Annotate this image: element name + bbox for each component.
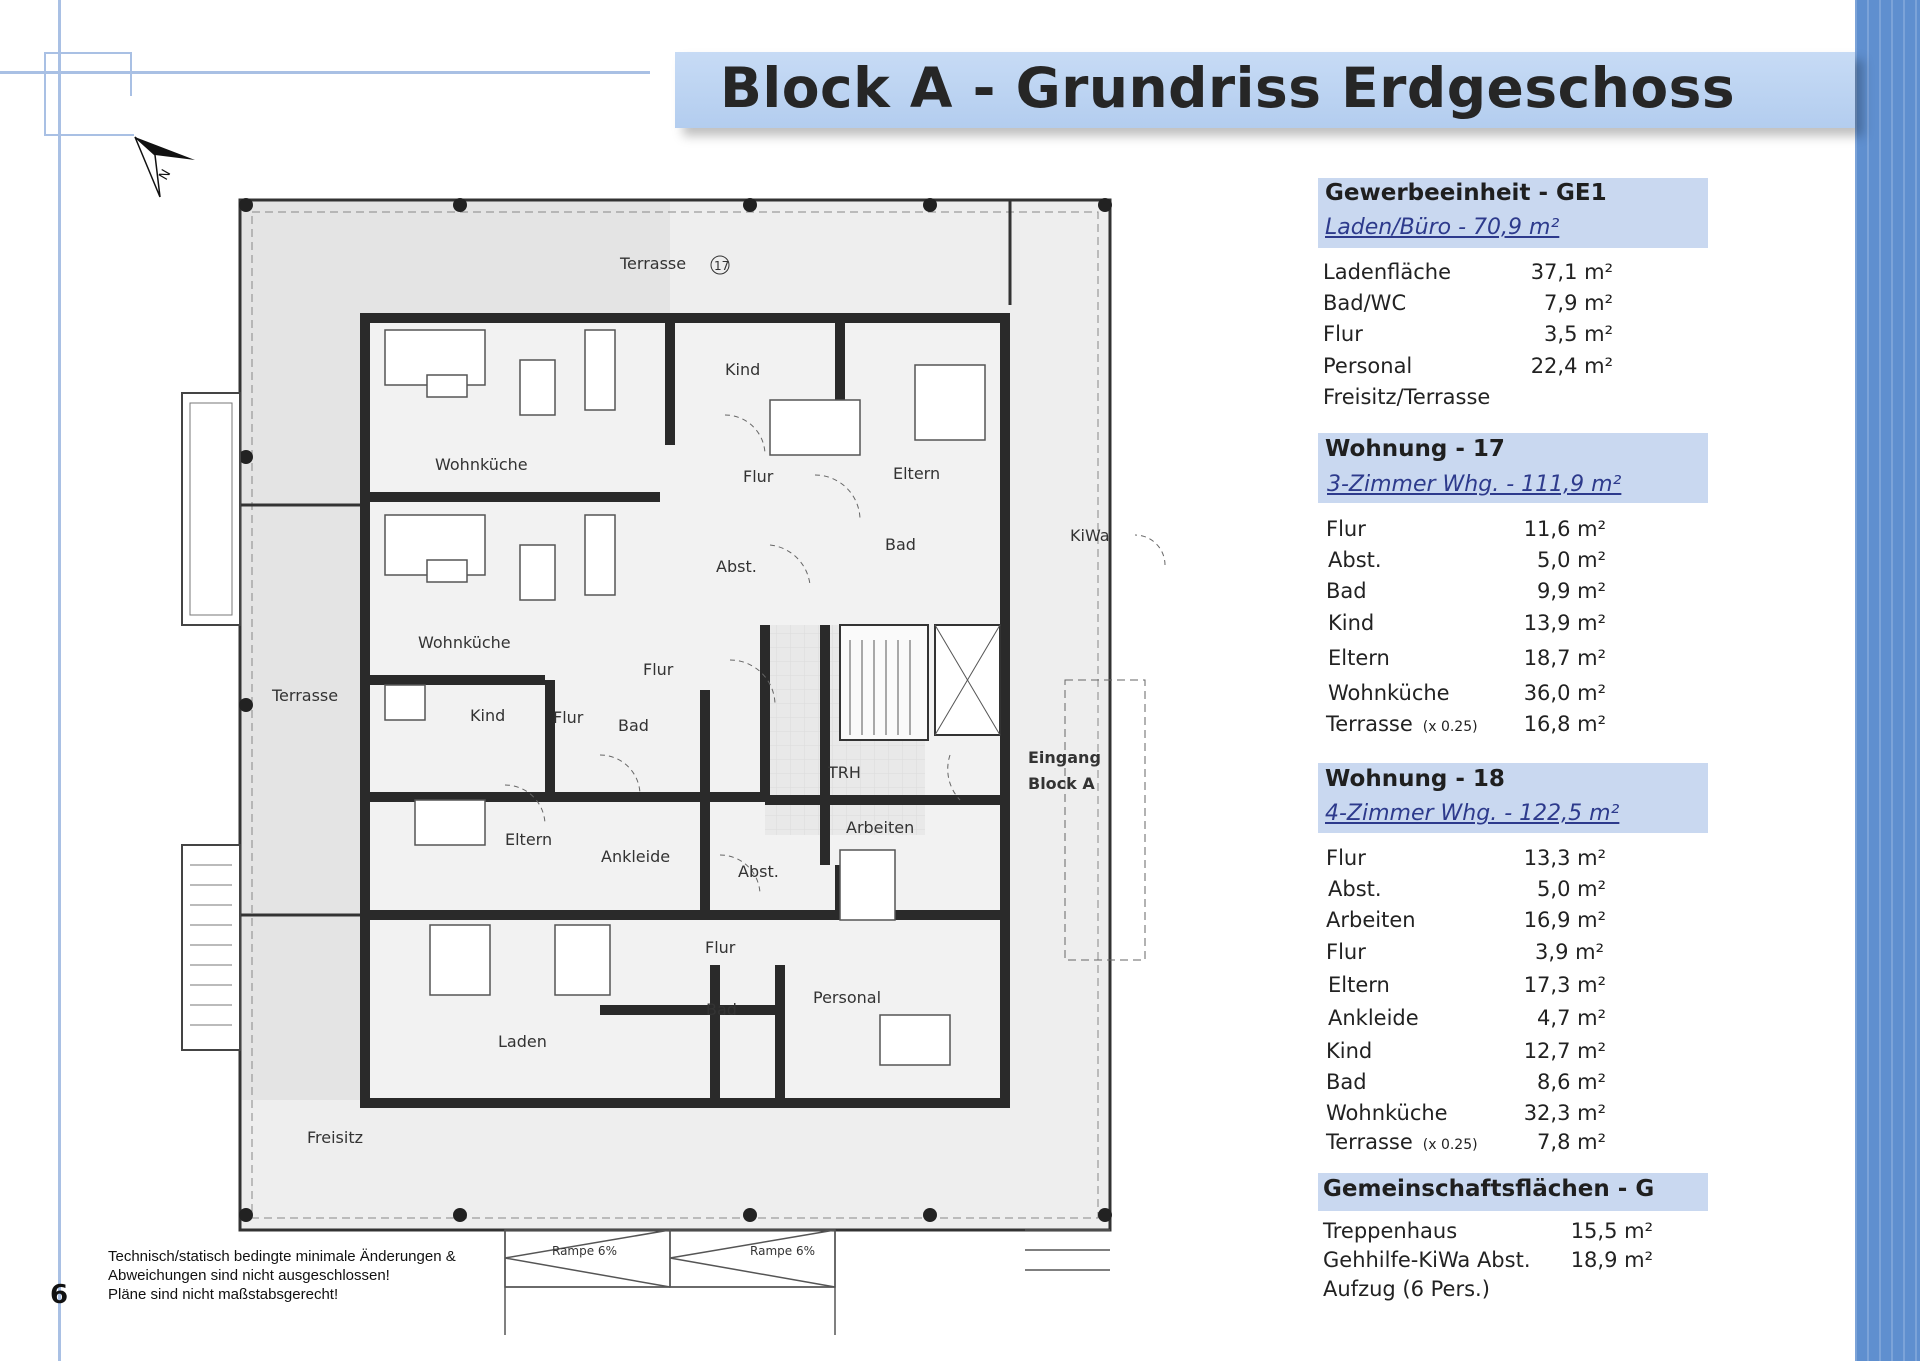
disclaimer-note: Technisch/statisch bedingte minimale Änderungen & Abweichungen sind nicht ausgeschlossen! Pläne sind nicht maßstabsgerecht! <box>108 1248 456 1303</box>
w17-title: Wohnung - 17 <box>1325 436 1505 462</box>
label-flur-18b: Flur <box>553 708 584 727</box>
ge1-title: Gewerbeeinheit - GE1 <box>1325 180 1607 206</box>
north-label: N <box>156 167 175 183</box>
corner-decor <box>44 52 134 136</box>
label-eingang: Eingang <box>1028 748 1101 767</box>
label-eltern-17: Eltern <box>893 464 941 483</box>
label-kind-18: Kind <box>470 706 506 725</box>
label-eltern-18: Eltern <box>505 830 553 849</box>
label-abst-18: Abst. <box>738 862 779 881</box>
label-bad-17: Bad <box>885 535 916 554</box>
label-trh: TRH <box>828 763 861 782</box>
label-bad-ge1: Bad <box>706 1000 737 1019</box>
label-arbeiten-18: Arbeiten <box>846 818 915 837</box>
right-decor-stripe <box>1855 0 1920 1361</box>
svg-text:17: 17 <box>714 259 730 273</box>
w18-subtitle: 4-Zimmer Whg. - 122,5 m² <box>1325 801 1620 826</box>
label-bad-18: Bad <box>618 716 649 735</box>
page-number: 6 <box>50 1280 69 1310</box>
common-title: Gemeinschaftsflächen - G <box>1323 1176 1655 1202</box>
label-laden: Laden <box>498 1032 547 1051</box>
label-kind-17: Kind <box>725 360 761 379</box>
label-block-a: Block A <box>1028 774 1095 793</box>
ge1-subtitle: Laden/Büro - 70,9 m² <box>1325 215 1560 240</box>
label-personal: Personal <box>813 988 882 1007</box>
label-terrasse-18: Terrasse <box>272 686 339 705</box>
label-rampe-2: Rampe 6% <box>750 1244 815 1258</box>
label-wohnkueche-17: Wohnküche <box>435 455 528 474</box>
page-title: Block A - Grundriss Erdgeschoss <box>720 56 1736 120</box>
label-terrasse-17: Terrasse <box>620 254 687 273</box>
w17-subtitle: 3-Zimmer Whg. - 111,9 m² <box>1327 472 1622 497</box>
floor-plan <box>160 185 1180 1355</box>
label-kiwa: KiWa <box>1070 526 1110 545</box>
label-flur-18a: Flur <box>643 660 674 679</box>
left-decor-line <box>58 0 61 1361</box>
label-flur-17: Flur <box>743 467 774 486</box>
label-rampe-1: Rampe 6% <box>552 1244 617 1258</box>
label-wohnkueche-18: Wohnküche <box>418 633 511 652</box>
label-ankleide-18: Ankleide <box>601 847 671 866</box>
label-abst-17: Abst. <box>716 557 757 576</box>
label-flur-ge1: Flur <box>705 938 736 957</box>
w18-title: Wohnung - 18 <box>1325 766 1505 792</box>
label-freisitz: Freisitz <box>307 1128 364 1147</box>
